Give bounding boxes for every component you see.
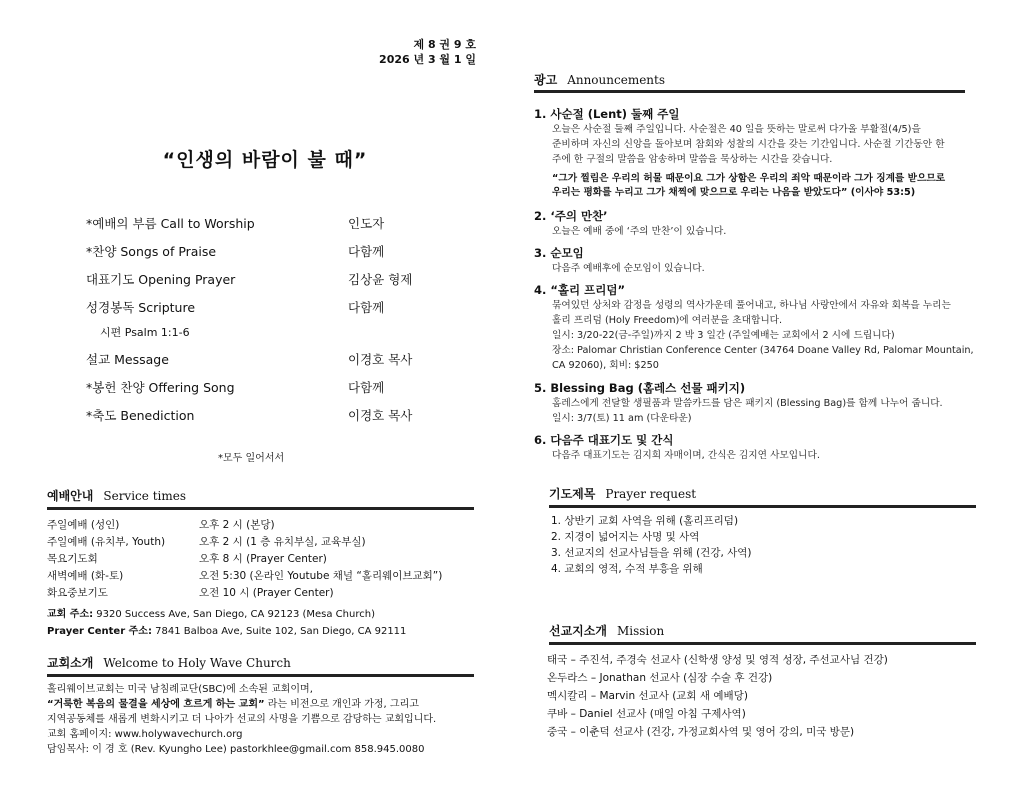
prayer-center-address-label: Prayer Center 주소:: [47, 626, 152, 637]
prayer-request-heading: [549, 485, 696, 502]
mission-item: 온두라스 – Jonathan 선교사 (심장 수술 후 건강): [547, 672, 773, 684]
pastor-contact-line: 담임목사: 이 경 호 (Rev. Kyungho Lee) pastorkhlee@gmail.com 858.945.0080: [47, 744, 425, 755]
welcome-heading: [47, 654, 291, 671]
order-item-label: 대표기도 Opening Prayer: [86, 272, 236, 287]
welcome-vision-line: [47, 697, 487, 712]
order-item-leader: 이경호 목사: [348, 408, 413, 423]
service-row: [47, 517, 487, 533]
order-item-label: *예배의 부름 Call to Worship: [86, 216, 255, 231]
announcement-title: 1. 사순절 (Lent) 둘째 주일: [534, 107, 680, 121]
announcement-line: 주에 한 구절의 말씀을 암송하며 말씀을 묵상하는 시간을 갖습니다.: [552, 154, 833, 165]
order-item-label: *축도 Benediction: [86, 408, 195, 423]
memory-verse: [552, 172, 992, 200]
announcement-line: 묶여있던 상처와 감정을 성령의 역사가운데 풀어내고, 하나님 사랑안에서 자유와 회복을 누리는: [552, 300, 951, 311]
church-address-label: 교회 주소:: [47, 609, 94, 620]
service-row: [47, 568, 487, 584]
prayer-item: 2. 지경이 넓어지는 사명 및 사역: [551, 531, 700, 543]
order-item-label: *봉헌 찬양 Offering Song: [86, 380, 235, 395]
service-name: 목요기도회: [47, 553, 98, 565]
announcement-line: 홈레스에게 전달할 생필품과 말씀카드를 담은 패키지 (Blessing Bag)를 함께 나누어 줍니다.: [552, 398, 943, 409]
service-times-rule: [47, 507, 474, 510]
mission-item: 쿠바 – Daniel 선교사 (매일 아침 구제사역): [547, 708, 746, 720]
service-name: 새벽예배 (화-토): [47, 570, 124, 582]
order-item-scripture: [86, 298, 446, 318]
welcome-line: 지역공동체를 새롭게 변화시키고 더 나아가 선교의 사명을 기쁨으로 감당하는 교회입니다.: [47, 714, 437, 725]
order-item-benediction: [86, 406, 446, 426]
order-item-opening-prayer: [86, 270, 446, 290]
order-item-label: 설교 Message: [86, 352, 169, 367]
homepage-line: 교회 홈페이지: www.holywavechurch.org: [47, 729, 243, 740]
order-item-leader: 김상윤 형제: [348, 272, 413, 287]
church-address: [47, 605, 375, 620]
service-times-heading: [47, 487, 186, 504]
announcement-title: 2. ‘주의 만찬’: [534, 209, 608, 223]
order-item-songs-of-praise: [86, 242, 446, 262]
service-row: [47, 585, 487, 601]
order-item-label: 성경봉독 Scripture: [86, 300, 196, 315]
order-item-message: [86, 350, 446, 370]
service-time: 오전 5:30 (온라인 Youtube 채널 “홀리웨이브교회”): [199, 570, 443, 582]
announcement-title: 5. Blessing Bag (홈레스 선물 패키지): [534, 381, 746, 395]
announcement-title: 6. 다음주 대표기도 및 간식: [534, 433, 674, 447]
sermon-title: “인생의 바람이 불 때”: [162, 149, 368, 171]
announcement-line: 오늘은 예배 중에 ‘주의 만찬’이 있습니다.: [552, 226, 727, 237]
announcements-heading-ko: 광고: [534, 73, 558, 87]
service-time: 오후 8 시 (Prayer Center): [199, 553, 327, 565]
announcement-line: CA 92060), 회비: $250: [552, 360, 659, 371]
welcome-rule: [47, 674, 474, 677]
mission-heading-en: Mission: [616, 624, 665, 638]
mission-item: 멕시칼리 – Marvin 선교사 (교회 새 예배당): [547, 690, 748, 702]
announcement-body: [552, 396, 992, 426]
order-item-leader: 인도자: [348, 216, 385, 231]
memory-verse-line: 우리는 평화를 누리고 그가 채찍에 맞으므로 우리는 나음을 받았도다” (이사야 53:5): [552, 187, 916, 198]
announcement-title: 3. 순모임: [534, 246, 584, 260]
announcement-line: 일시: 3/7(토) 11 am (다운타운): [552, 413, 692, 424]
announcement-line: 준비하며 자신의 신앙을 돌아보며 참회와 성찰의 시간을 갖는 기간입니다. 사순절 기간동안 한: [552, 139, 945, 150]
mission-item: 태국 – 주진석, 주경숙 선교사 (신학생 양성 및 영적 성장, 주선교사님 건강): [547, 654, 888, 666]
service-name: 화요중보기도: [47, 587, 108, 599]
order-item-leader: 다함께: [348, 244, 385, 259]
mission-rule: [549, 642, 976, 645]
announcement-title: 4. “홀리 프리덤”: [534, 283, 626, 297]
welcome-text: [47, 682, 487, 757]
standing-note: *모두 일어서서: [218, 453, 285, 464]
announcement-line: 오늘은 사순절 둘째 주일입니다. 사순절은 40 일을 뜻하는 말로써 다가올 부활절(4/5)을: [552, 124, 921, 135]
announcement-body: [552, 298, 992, 373]
announcement-body: [552, 122, 992, 167]
service-time: 오후 2 시 (본당): [199, 519, 275, 531]
order-item-call-to-worship: [86, 214, 446, 234]
service-times-heading-ko: 예배안내: [47, 489, 94, 503]
prayer-request-heading-en: Prayer request: [605, 487, 697, 501]
prayer-center-address: [47, 622, 406, 637]
prayer-item: 1. 상반기 교회 사역을 위해 (홀리프리덤): [551, 515, 739, 527]
service-times-heading-en: Service times: [103, 489, 186, 503]
welcome-vision: “거룩한 복음의 물결을 세상에 흐르게 하는 교회”: [47, 699, 265, 710]
prayer-item: 3. 선교지의 선교사님들을 위해 (건강, 사역): [551, 547, 752, 559]
prayer-center-address-value: 7841 Balboa Ave, Suite 102, San Diego, CA 92111: [151, 626, 407, 637]
order-item-scripture-passage: [86, 324, 446, 344]
announcements-rule: [534, 90, 965, 93]
announcement-body: [552, 224, 992, 239]
welcome-vision-rest: 라는 비전으로 개인과 가정, 그리고: [264, 699, 419, 710]
mission-heading: [549, 622, 664, 639]
announcements-heading: [534, 71, 665, 88]
prayer-request-rule: [549, 505, 976, 508]
volume-number: 제 8 권 9 호: [413, 38, 476, 51]
service-row: [47, 551, 487, 567]
announcements-heading-en: Announcements: [567, 73, 666, 87]
announcement-line: 장소: Palomar Christian Conference Center (34764 Doane Valley Rd, Palomar Mountain,: [552, 345, 974, 356]
church-address-value: 9320 Success Ave, San Diego, CA 92123 (Mesa Church): [93, 609, 375, 620]
welcome-line: 홀리웨이브교회는 미국 남침례교단(SBC)에 소속된 교회이며,: [47, 684, 313, 695]
order-item-leader: 다함께: [348, 300, 385, 315]
service-name: 주일예배 (유치부, Youth): [47, 536, 166, 548]
announcement-body: [552, 261, 992, 276]
announcement-line: 다음주 대표기도는 김지희 자매이며, 간식은 김지연 사모입니다.: [552, 450, 820, 461]
order-item-label: *찬양 Songs of Praise: [86, 244, 217, 259]
order-item-label: 시편 Psalm 1:1-6: [100, 326, 190, 339]
order-item-leader: 이경호 목사: [348, 352, 413, 367]
prayer-item: 4. 교회의 영적, 수적 부흥을 위해: [551, 563, 703, 575]
announcement-line: 일시: 3/20-22(금-주일)까지 2 박 3 일간 (주일예배는 교회에서 2 시에 드립니다): [552, 330, 895, 341]
service-time: 오후 2 시 (1 층 유치부실, 교육부실): [199, 536, 366, 548]
prayer-request-heading-ko: 기도제목: [549, 487, 596, 501]
welcome-heading-ko: 교회소개: [47, 656, 94, 670]
service-time: 오전 10 시 (Prayer Center): [199, 587, 334, 599]
bulletin-date: 2026 년 3 월 1 일: [379, 53, 476, 66]
mission-item: 중국 – 이춘덕 선교사 (건강, 가정교회사역 및 영어 강의, 미국 방문): [547, 726, 855, 738]
service-name: 주일예배 (성인): [47, 519, 120, 531]
announcement-line: 홀리 프리덤 (Holy Freedom)에 여러분을 초대합니다.: [552, 315, 783, 326]
order-item-offering-song: [86, 378, 446, 398]
announcement-line: 다음주 예배후에 순모임이 있습니다.: [552, 263, 705, 274]
welcome-heading-en: Welcome to Holy Wave Church: [103, 656, 291, 670]
mission-heading-ko: 선교지소개: [549, 624, 607, 638]
service-row: [47, 534, 487, 550]
order-item-leader: 다함께: [348, 380, 385, 395]
memory-verse-line: “그가 찔림은 우리의 허물 때문이요 그가 상함은 우리의 죄악 때문이라 그가 징계를 받으므로: [552, 173, 946, 184]
announcement-body: [552, 448, 992, 463]
